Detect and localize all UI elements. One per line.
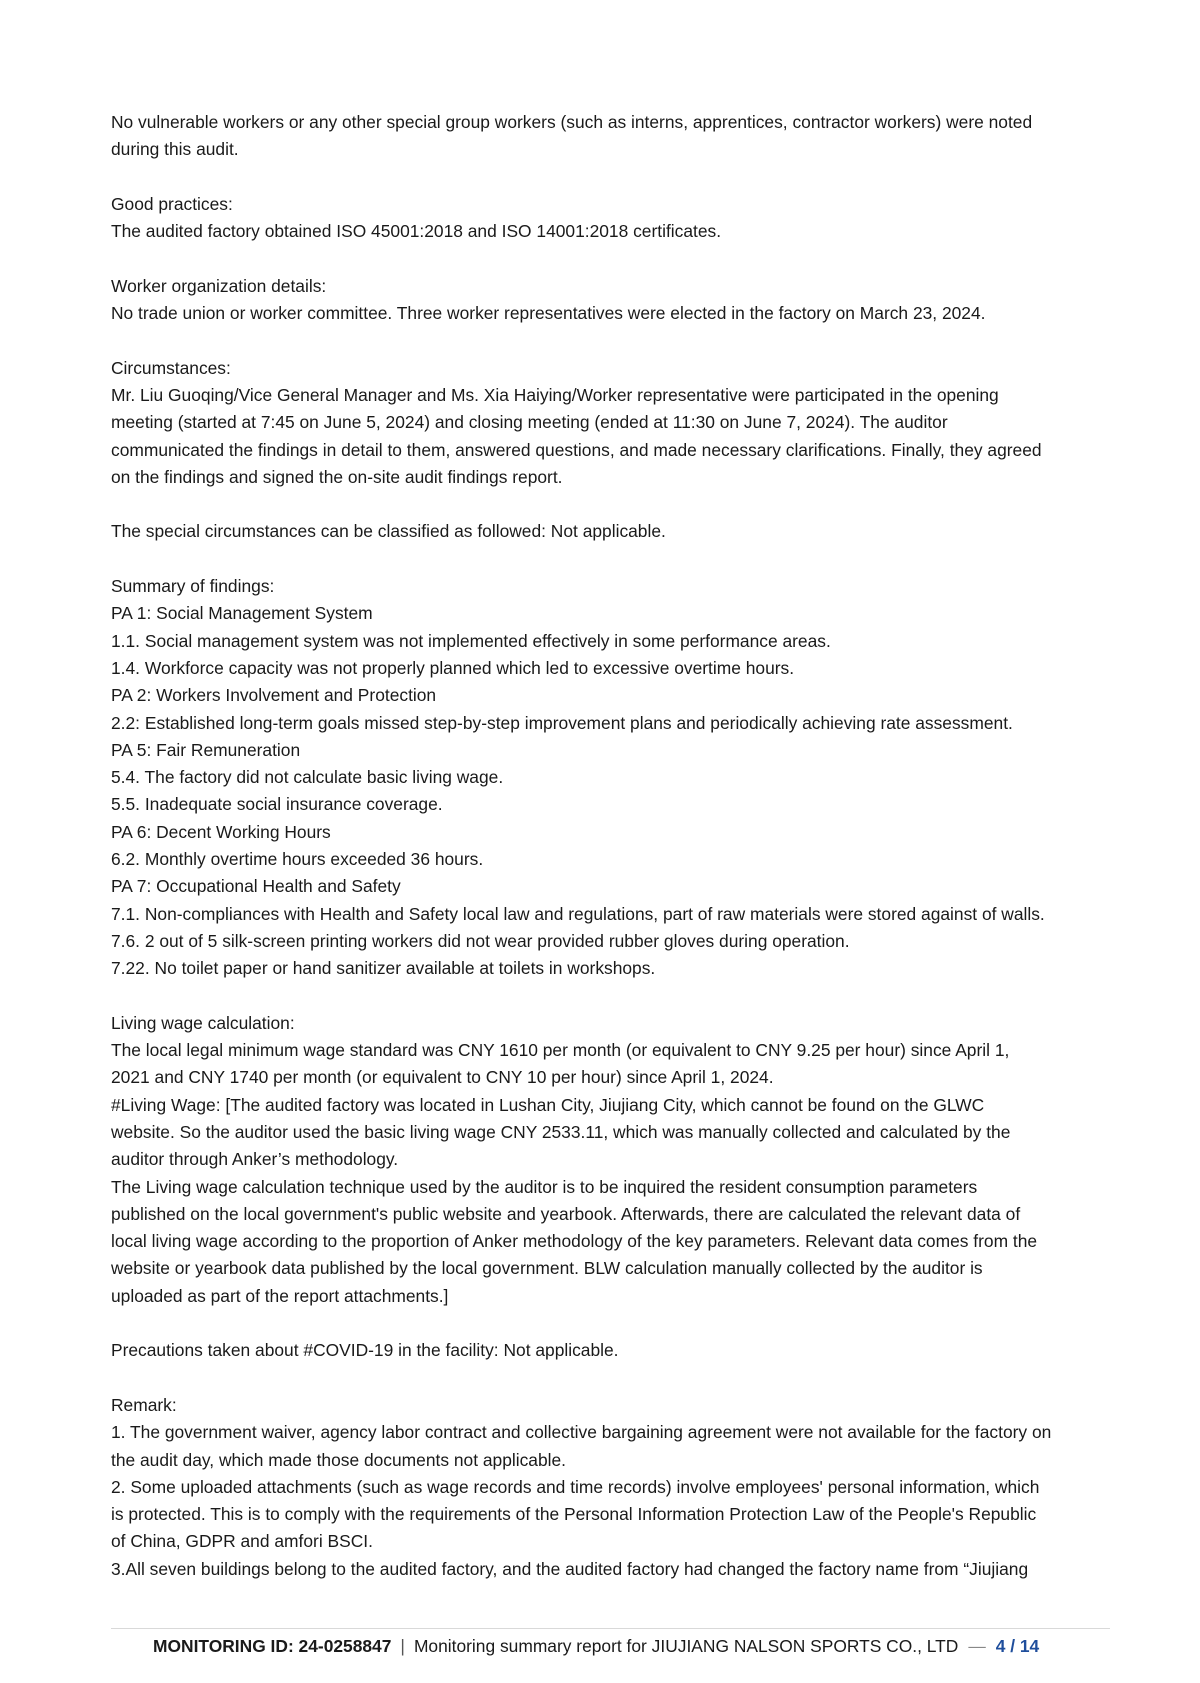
living-wage-line: The Living wage calculation technique used by the auditor is to be inquired the resident consumption parameters — [111, 1176, 978, 1197]
finding-line: 7.22. No toilet paper or hand sanitizer available at toilets in workshops. — [111, 958, 656, 979]
report-title: Monitoring summary report for JIUJIANG NALSON SPORTS CO., LTD — [413, 1636, 959, 1656]
finding-line: 1.4. Workforce capacity was not properly planned which led to excessive overtime hours. — [111, 657, 795, 678]
remark-line: 2. Some uploaded attachments (such as wage records and time records) involve employees' personal information, which — [111, 1476, 1040, 1497]
remark-line: 1. The government waiver, agency labor contract and collective bargaining agreement were not available for the factory on — [111, 1422, 1052, 1443]
remark-heading: Remark: — [111, 1394, 177, 1415]
finding-line: PA 2: Workers Involvement and Protection — [111, 685, 437, 706]
page-number: 4 / 14 — [995, 1636, 1040, 1656]
special-circumstances-text: The special circumstances can be classified as followed: Not applicable. — [111, 521, 666, 542]
living-wage-line: published on the local government's public website and yearbook. Afterwards, there are calculated the relevant data of — [111, 1203, 1021, 1224]
finding-line: 7.6. 2 out of 5 silk-screen printing workers did not wear provided rubber gloves during operation. — [111, 930, 850, 951]
summary-of-findings-heading: Summary of findings: — [111, 576, 275, 597]
worker-organization-text: No trade union or worker committee. Three worker representatives were elected in the factory on March 23, 2024. — [111, 303, 986, 324]
finding-line: PA 1: Social Management System — [111, 603, 373, 624]
living-wage-line: The local legal minimum wage standard was CNY 1610 per month (or equivalent to CNY 9.25 per hour) since April 1, — [111, 1040, 1010, 1061]
living-wage-heading: Living wage calculation: — [111, 1012, 295, 1033]
living-wage-line: uploaded as part of the report attachments.] — [111, 1285, 449, 1306]
footer-divider — [111, 1628, 1110, 1629]
special-circumstances-section — [111, 518, 1111, 545]
remark-line: the audit day, which made those documents not applicable. — [111, 1449, 567, 1470]
monitoring-id: MONITORING ID: 24-0258847 — [153, 1636, 392, 1656]
circumstances-line: on the findings and signed the on-site audit findings report. — [111, 466, 563, 487]
finding-line: 2.2: Established long-term goals missed step-by-step improvement plans and periodically achieving rate assessment. — [111, 712, 1013, 733]
living-wage-line: website or yearbook data published by the local government. BLW calculation manually collected by the auditor is — [111, 1258, 983, 1279]
footer-separator: | — [400, 1636, 405, 1656]
circumstances-section — [111, 355, 1111, 491]
report-body — [111, 109, 1111, 1610]
vulnerable-workers-line: during this audit. — [111, 139, 239, 160]
circumstances-line: meeting (started at 7:45 on June 5, 2024) and closing meeting (ended at 11:30 on June 7, 2024). The auditor — [111, 412, 948, 433]
circumstances-heading: Circumstances: — [111, 357, 231, 378]
good-practices-section — [111, 191, 1111, 246]
finding-line: PA 5: Fair Remuneration — [111, 739, 301, 760]
finding-line: PA 6: Decent Working Hours — [111, 821, 331, 842]
covid-section — [111, 1337, 1111, 1364]
living-wage-line: #Living Wage: [The audited factory was located in Lushan City, Jiujiang City, which cannot be found on the GLWC — [111, 1094, 985, 1115]
living-wage-line: local living wage according to the proportion of Anker methodology of the key parameters. Relevant data comes from the — [111, 1231, 1038, 1252]
circumstances-line: communicated the findings in detail to them, answered questions, and made necessary clarifications. Finally, they agreed — [111, 439, 1042, 460]
worker-organization-section — [111, 273, 1111, 328]
covid-text: Precautions taken about #COVID-19 in the facility: Not applicable. — [111, 1340, 619, 1361]
summary-of-findings-section — [111, 573, 1111, 982]
remark-line: is protected. This is to comply with the requirements of the Personal Information Protection Law of the People's Republic — [111, 1504, 1037, 1525]
vulnerable-workers-section — [111, 109, 1111, 164]
good-practices-heading: Good practices: — [111, 193, 233, 214]
living-wage-line: website. So the auditor used the basic living wage CNY 2533.11, which was manually collected and calculated by the — [111, 1121, 1011, 1142]
page-footer — [153, 1633, 1039, 1660]
remark-line: 3.All seven buildings belong to the audited factory, and the audited factory had changed the factory name from “Jiujiang — [111, 1558, 1029, 1579]
remark-line: of China, GDPR and amfori BSCI. — [111, 1531, 373, 1552]
finding-line: 7.1. Non-compliances with Health and Safety local law and regulations, part of raw materials were stored against of walls. — [111, 903, 1045, 924]
finding-line: PA 7: Occupational Health and Safety — [111, 876, 401, 897]
good-practices-text: The audited factory obtained ISO 45001:2018 and ISO 14001:2018 certificates. — [111, 221, 722, 242]
vulnerable-workers-line: No vulnerable workers or any other special group workers (such as interns, apprentices, contractor workers) were noted — [111, 112, 1033, 132]
remark-section — [111, 1392, 1111, 1583]
living-wage-line: auditor through Anker’s methodology. — [111, 1149, 399, 1170]
living-wage-section — [111, 1010, 1111, 1310]
living-wage-line: 2021 and CNY 1740 per month (or equivalent to CNY 10 per hour) since April 1, 2024. — [111, 1067, 774, 1088]
finding-line: 5.4. The factory did not calculate basic living wage. — [111, 767, 504, 788]
finding-line: 6.2. Monthly overtime hours exceeded 36 hours. — [111, 849, 484, 870]
footer-dash: — — [968, 1636, 986, 1656]
finding-line: 5.5. Inadequate social insurance coverage. — [111, 794, 443, 815]
finding-line: 1.1. Social management system was not implemented effectively in some performance areas. — [111, 630, 831, 651]
worker-organization-heading: Worker organization details: — [111, 275, 327, 296]
circumstances-line: Mr. Liu Guoqing/Vice General Manager and Ms. Xia Haiying/Worker representative were participated in the opening — [111, 384, 999, 405]
